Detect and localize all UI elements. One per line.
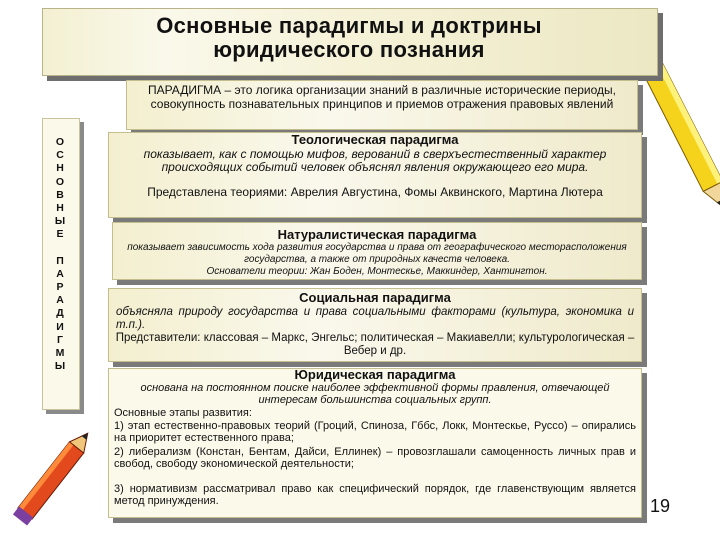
social-heading: Социальная парадигма xyxy=(299,290,451,305)
legal-stage-2: 2) либерализм (Констан, Бентам, Дайси, Еллинек) – провозглашали самоценность личных прав и свобод, свободу экономической деятельности; xyxy=(114,446,636,471)
vertical-letter: В xyxy=(56,188,64,201)
theological-text: показывает, как с помощью мифов, верований в сверхъестественный характер происходящих событий человек объяснял явления окружающего его мира. xyxy=(143,147,607,174)
vertical-letter: М xyxy=(55,347,65,360)
theological-heading: Теологическая парадигма xyxy=(291,132,459,147)
vertical-label xyxy=(42,136,78,373)
social-representatives: Представители: классовая – Маркс, Энгельс; политическая – Макиавелли; культурологическая – Вебер и др. xyxy=(115,332,635,357)
vertical-letter: П xyxy=(56,254,64,267)
vertical-letter: Р xyxy=(56,281,64,294)
legal-stage-3: 3) нормативизм рассматривал право как специфический порядок, где главенствующим является метод принуждения. xyxy=(114,483,636,508)
naturalistic-heading: Натуралистическая парадигма xyxy=(277,227,477,242)
page-title: Основные парадигмы и доктрины юридического познания xyxy=(156,13,542,62)
theological-representatives: Представлена теориями: Аврелия Августина, Фомы Аквинского, Мартина Лютера xyxy=(147,185,603,199)
paradigm-definition: ПАРАДИГМА – это логика организации знаний в различные исторические периоды, совокупность познавательных принципов и приемов отражения правовых явлений xyxy=(147,83,617,111)
vertical-letter: Е xyxy=(56,228,64,241)
vertical-letter: А xyxy=(56,294,64,307)
vertical-letter: Д xyxy=(56,307,64,320)
social-text: объясняла природу государства и права социальными факторами (культура, экономика и т.п.). xyxy=(116,306,634,331)
legal-heading: Юридическая парадигма xyxy=(294,367,456,382)
vertical-letter xyxy=(42,242,78,255)
vertical-letter: Н xyxy=(56,202,64,215)
vertical-letter: И xyxy=(56,320,64,333)
vertical-letter: Ы xyxy=(54,360,66,373)
page-number: 19 xyxy=(650,496,671,516)
legal-stage-1: 1) этап естественно-правовых теорий (Гроций, Спиноза, Гббс, Локк, Монтескье, Руссо) – опирались на приоритет естественного права; xyxy=(114,420,636,445)
naturalistic-text: показывает зависимость хода развития государства и права от географического месторасположения государства, а также от природных качеств человека. xyxy=(127,242,627,265)
legal-stages-title: Основные этапы развития: xyxy=(114,407,252,419)
vertical-letter: Ы xyxy=(54,215,66,228)
legal-text: основана на постоянном поиске наиболее эффективной формы правления, отвечающей интересам большинства социальных групп. xyxy=(140,382,610,406)
naturalistic-founders: Основатели теории: Жан Боден, Монтескье, Маккиндер, Хантингтон. xyxy=(206,266,548,277)
vertical-letter: Н xyxy=(56,162,64,175)
vertical-letter: О xyxy=(55,136,65,148)
pencil-left-illustration xyxy=(0,420,110,540)
vertical-letter: Г xyxy=(57,333,63,346)
vertical-letter: О xyxy=(55,175,65,188)
vertical-letter: С xyxy=(56,149,64,162)
vertical-letter: А xyxy=(56,267,64,280)
